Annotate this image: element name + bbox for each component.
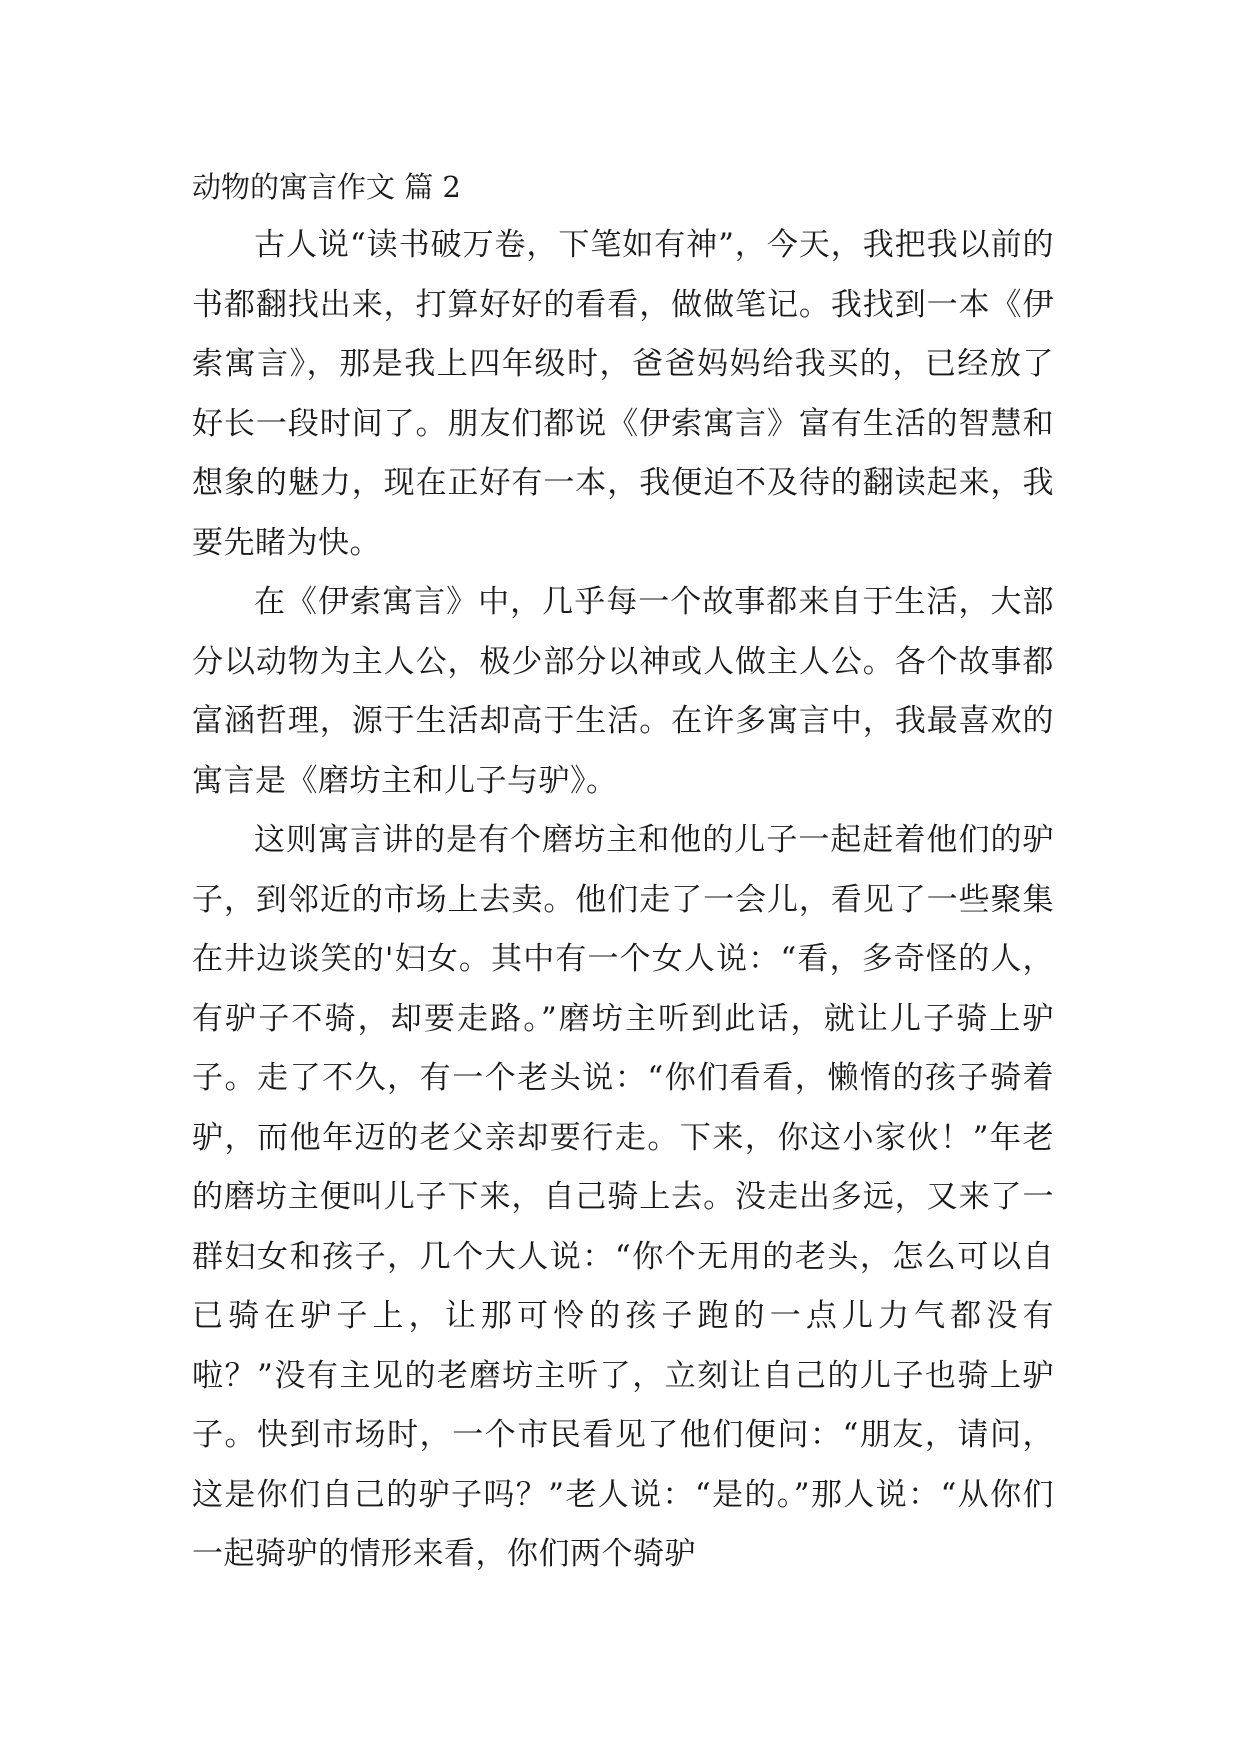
paragraph-2: 在《伊索寓言》中，几乎每一个故事都来自于生活，大部分以动物为主人公，极少部分以神或人做主人公。各个故事都富涵哲理，源于生活却高于生活。在许多寓言中，我最喜欢的寓言是《磨坊主和儿子与驴》。 [192, 584, 1054, 799]
document-page [192, 160, 1054, 1585]
paragraph-3: 这则寓言讲的是有个磨坊主和他的儿子一起赶着他们的驴子，到邻近的市场上去卖。他们走了一会儿，看见了一些聚集在井边谈笑的'妇女。其中有一个女人说：“看，多奇怪的人，有驴子不骑，却要走路。”磨坊主听到此话，就让儿子骑上驴子。走了不久，有一个老头说：“你们看看，懒惰的孩子骑着驴，而他年迈的老父亲却要行走。下来，你这小家伙！”年老的磨坊主便叫儿子下来，自己骑上去。没走出多远，又来了一群妇女和孩子，几个大人说：“你个无用的老头，怎么可以自已骑在驴子上，让那可怜的孩子跑的一点儿力气都没有啦？”没有主见的老磨坊主听了，立刻让自己的儿子也骑上驴子。快到市场时，一个市民看见了他们便问：“朋友，请问，这是你们自己的驴子吗？”老人说：“是的。”那人说：“从你们一起骑驴的情形来看，你们两个骑驴 [192, 822, 1054, 1572]
paragraph-1: 古人说“读书破万卷，下笔如有神”，今天，我把我以前的书都翻找出来，打算好好的看看，做做笔记。我找到一本《伊索寓言》，那是我上四年级时，爸爸妈妈给我买的，已经放了好长一段时间了。朋友们都说《伊索寓言》富有生活的智慧和想象的魅力，现在正好有一本，我便迫不及待的翻读起来，我要先睹为快。 [192, 227, 1054, 561]
document-title: 动物的寓言作文 篇 2 [192, 170, 461, 204]
